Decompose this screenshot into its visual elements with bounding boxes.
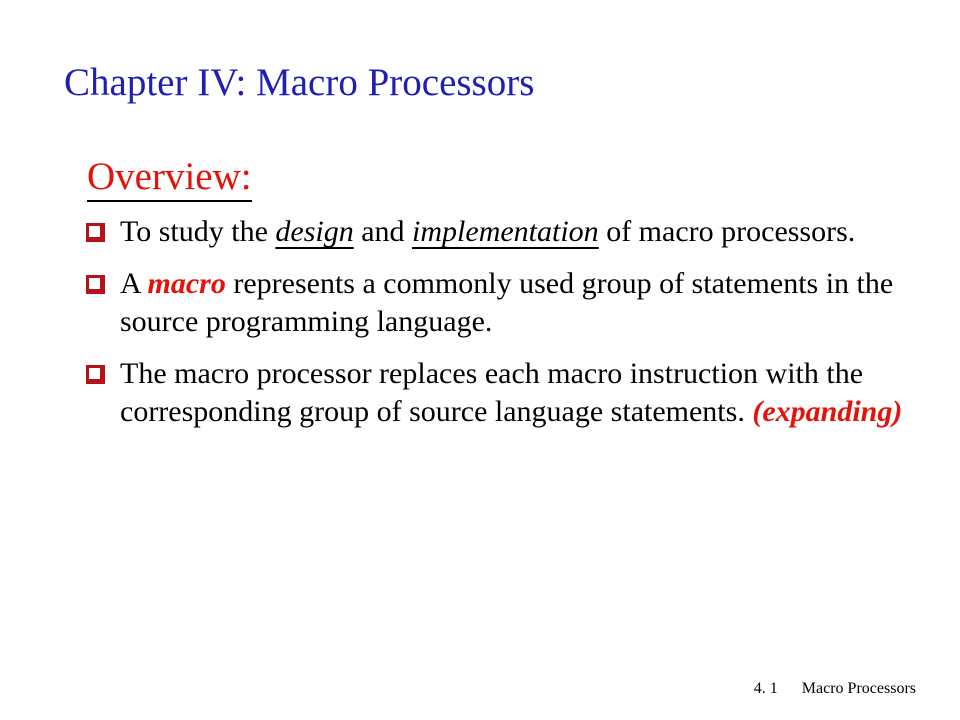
footer-label: Macro Processors	[801, 680, 916, 697]
slide-footer	[754, 680, 916, 698]
bullet-text: represents a commonly used group of statements in the source programming language.	[120, 267, 894, 338]
bullet-item	[86, 213, 926, 251]
checkbox-square-icon	[86, 365, 105, 384]
bullet-emphasis-design: design	[275, 215, 354, 248]
slide-title: Chapter IV: Macro Processors	[64, 61, 535, 104]
bullet-emphasis-macro: macro	[147, 267, 226, 300]
page-number: 4. 1	[753, 680, 778, 697]
bullet-list	[86, 213, 926, 445]
bullet-emphasis-expanding: (expanding)	[752, 395, 903, 428]
bullet-item	[86, 355, 926, 431]
bullet-text: and	[353, 215, 413, 248]
bullet-emphasis-implementation: implementation	[412, 215, 599, 248]
section-heading	[87, 154, 252, 202]
bullet-text: A	[120, 267, 148, 300]
checkbox-square-icon	[86, 275, 105, 294]
bullet-text: To study the	[120, 215, 276, 248]
section-heading-text: Overview:	[87, 154, 252, 202]
bullet-text: of macro processors.	[598, 215, 856, 248]
bullet-item	[86, 265, 926, 341]
bullet-text: The macro processor replaces each macro instruction with the corresponding group of source language statements.	[120, 357, 864, 428]
checkbox-square-icon	[86, 223, 105, 242]
